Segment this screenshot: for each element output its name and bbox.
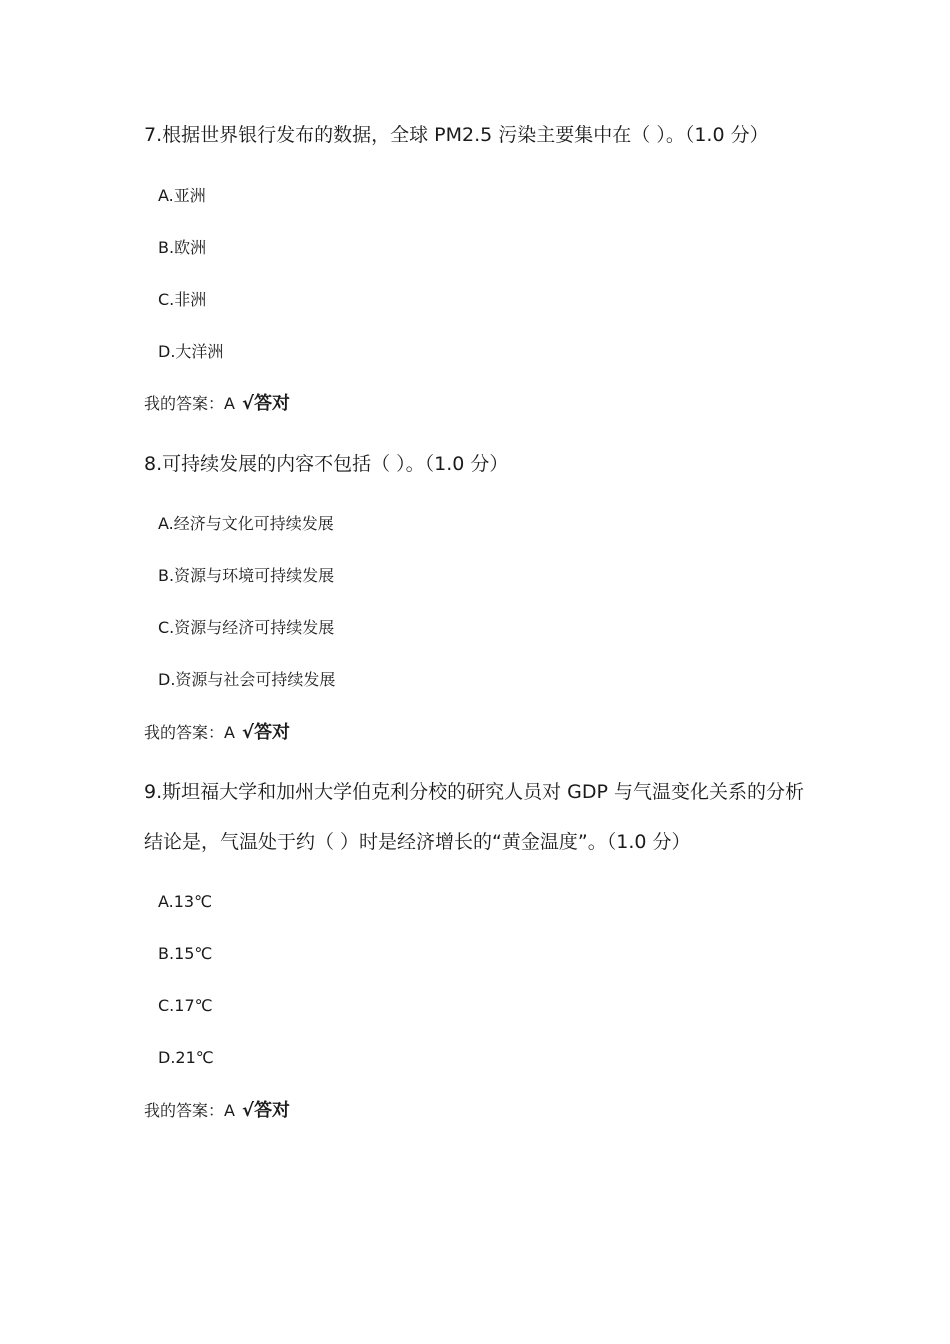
question-7-answer — [144, 393, 290, 415]
question-7-option-a: A.亚洲 — [158, 186, 206, 205]
check-mark-icon: √ — [242, 393, 255, 414]
check-mark-icon: √ — [242, 722, 255, 743]
question-9-option-c: C.17℃ — [158, 996, 213, 1015]
question-8-answer — [144, 722, 290, 744]
question-7-option-b: B.欧洲 — [158, 238, 207, 257]
question-9-option-a: A.13℃ — [158, 892, 213, 911]
check-mark-icon: √ — [242, 1100, 255, 1121]
answer-label: 我的答案：A — [144, 723, 235, 742]
question-9-option-b: B.15℃ — [158, 944, 213, 963]
question-7-option-c: C.非洲 — [158, 290, 207, 309]
question-7-line-1: 7.根据世界银行发布的数据，全球 PM2.5 污染主要集中在（ ）。（1.0 分） — [144, 124, 769, 146]
question-8-option-d: D.资源与社会可持续发展 — [158, 670, 336, 689]
question-8-line-1: 8.可持续发展的内容不包括（ ）。（1.0 分） — [144, 453, 509, 475]
answer-label: 我的答案：A — [144, 394, 235, 413]
question-9-line-1: 9.斯坦福大学和加州大学伯克利分校的研究人员对 GDP 与气温变化关系的分析 — [144, 781, 805, 803]
answer-label: 我的答案：A — [144, 1101, 235, 1120]
answer-result: 答对 — [254, 393, 291, 414]
answer-result: 答对 — [254, 722, 291, 743]
answer-result: 答对 — [254, 1100, 291, 1121]
question-8-option-a: A.经济与文化可持续发展 — [158, 514, 334, 533]
question-9-option-d: D.21℃ — [158, 1048, 214, 1067]
question-8-option-c: C.资源与经济可持续发展 — [158, 618, 335, 637]
question-7-stem — [144, 115, 824, 155]
question-8-option-b: B.资源与环境可持续发展 — [158, 566, 335, 585]
question-9-answer — [144, 1100, 290, 1122]
question-9-stem — [144, 772, 824, 862]
question-8-stem — [144, 444, 824, 484]
question-7-option-d: D.大洋洲 — [158, 342, 224, 361]
question-9-line-2: 结论是，气温处于约（ ）时是经济增长的“黄金温度”。（1.0 分） — [144, 831, 691, 853]
